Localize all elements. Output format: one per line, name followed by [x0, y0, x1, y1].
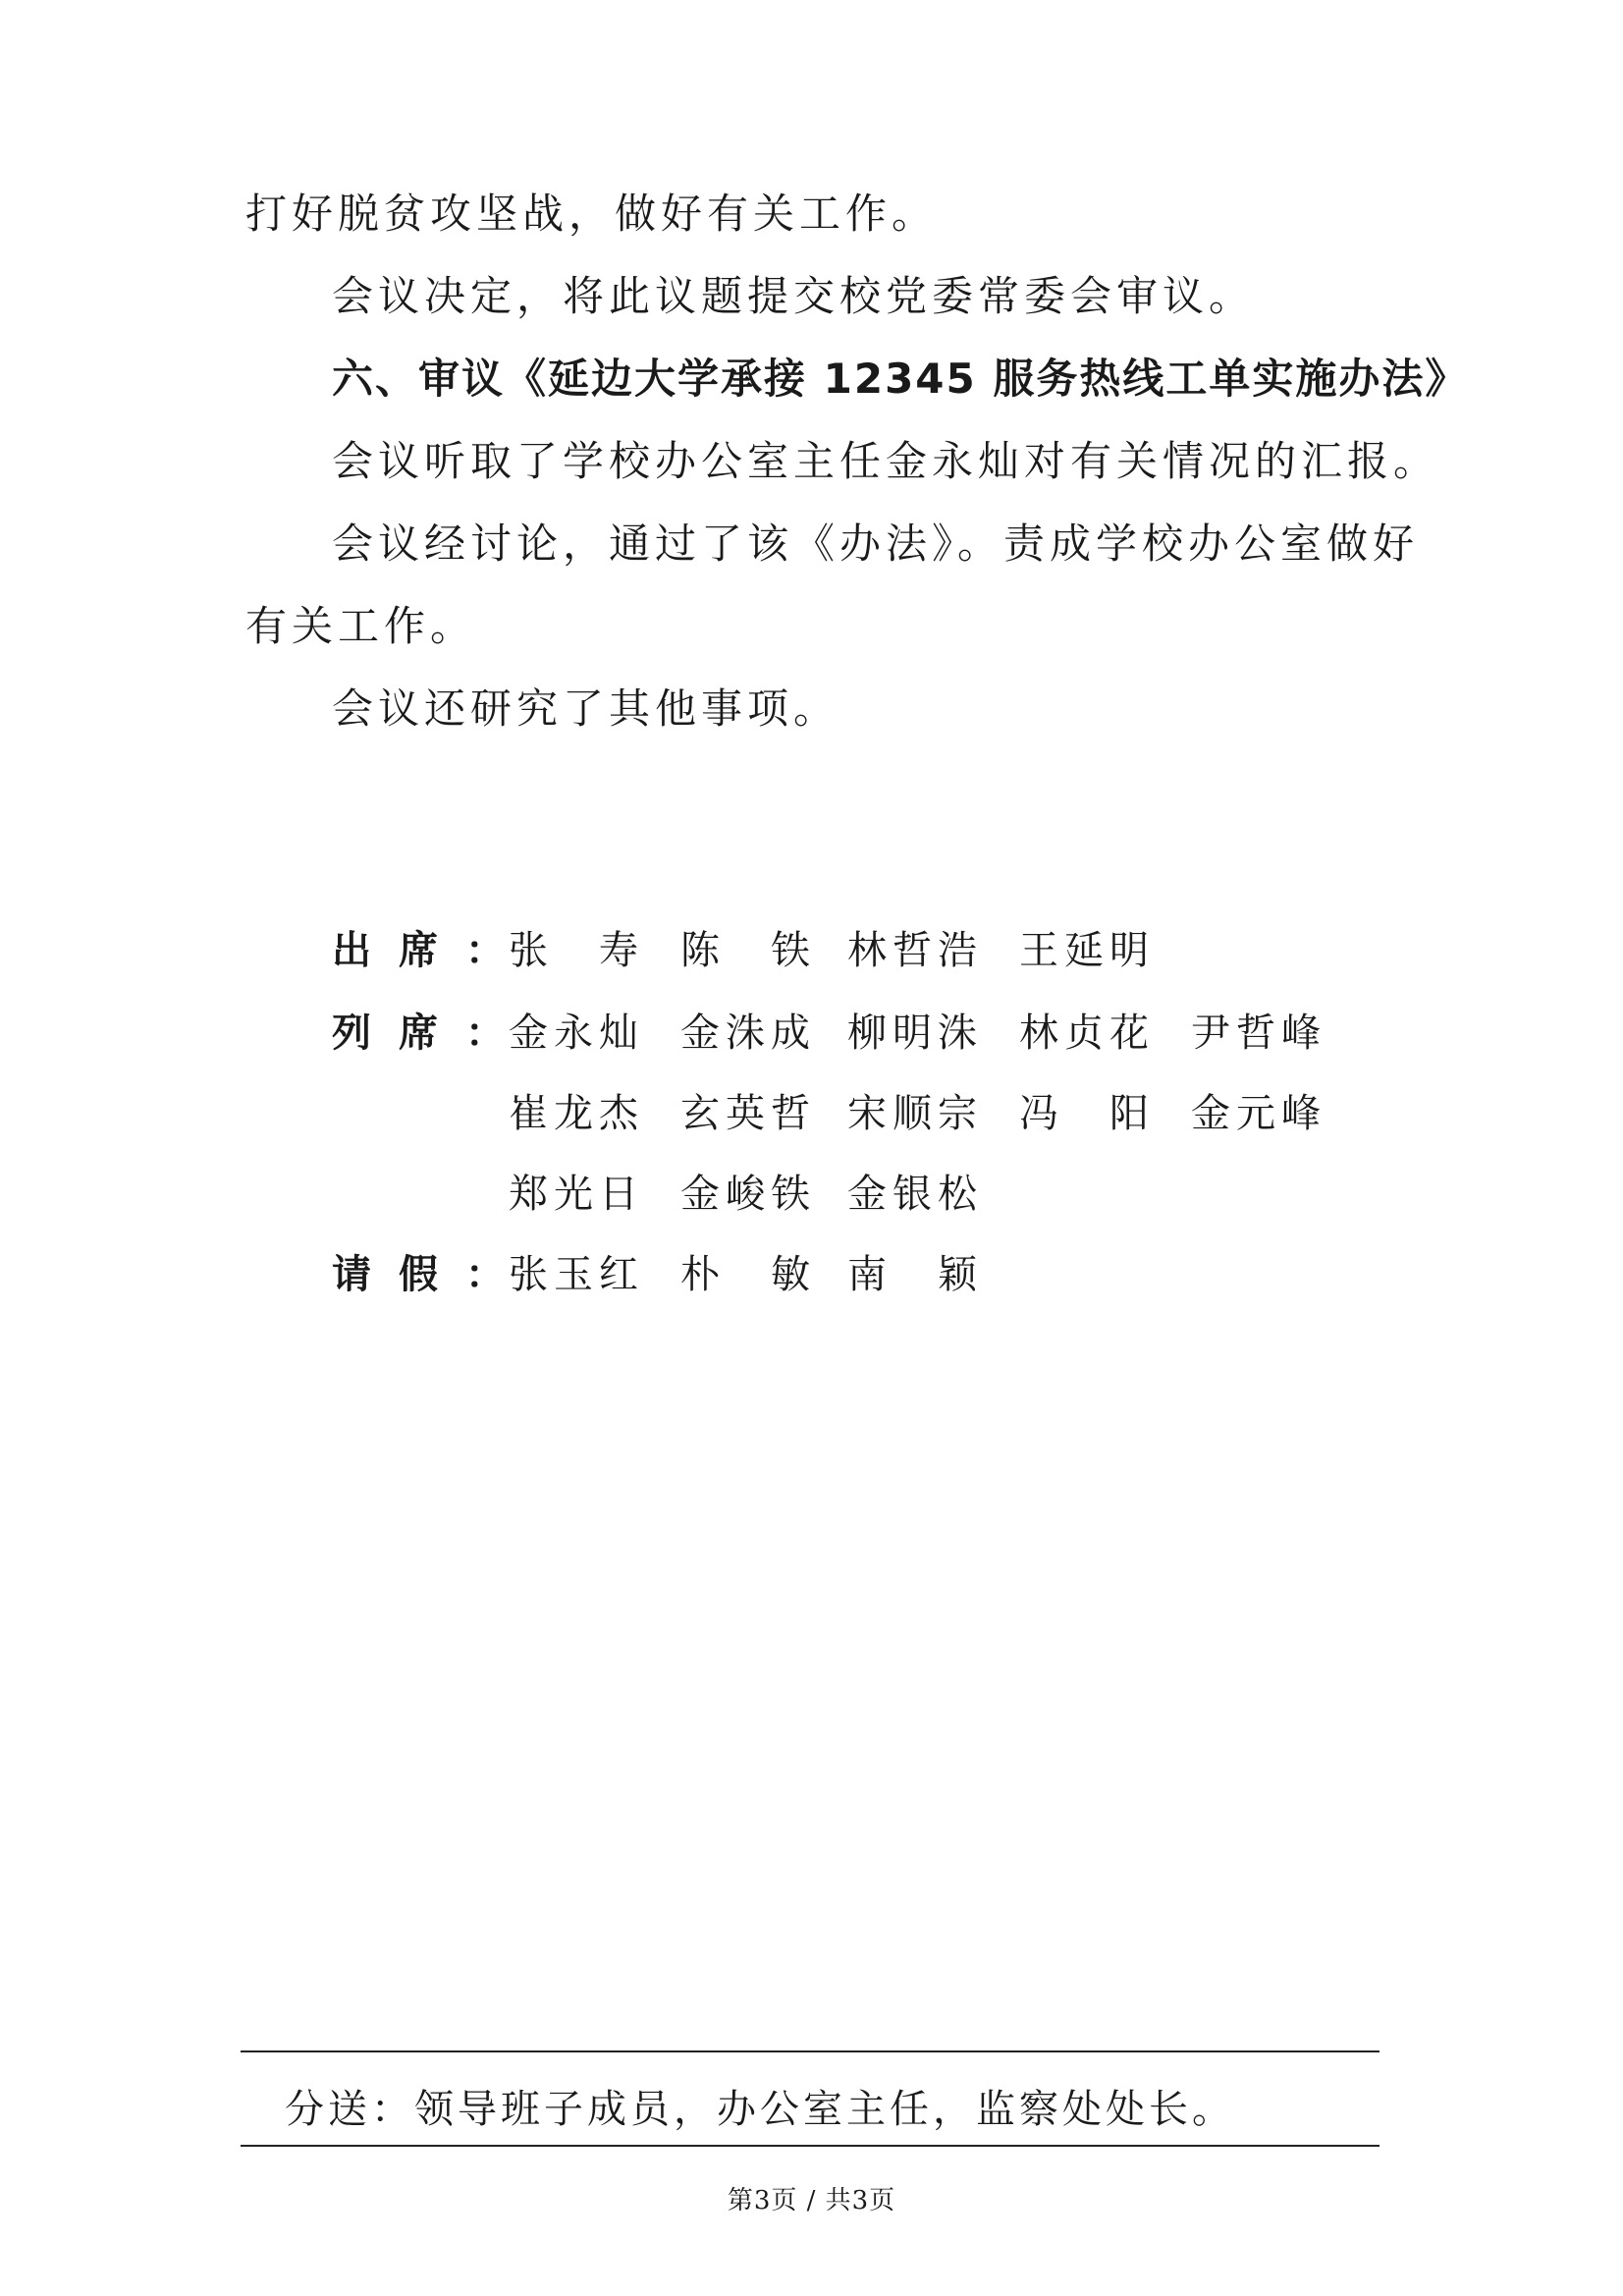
paragraph-discussion-line1: 会议经讨论，通过了该《办法》。责成学校办公室做好	[332, 519, 1420, 568]
attending-name: 林贞花	[1019, 1011, 1155, 1056]
paragraph-discussion-line2: 有关工作。	[245, 602, 477, 650]
distribution-line: 分送：领导班子成员，办公室主任，监察处处长。	[285, 2087, 1235, 2132]
attending-name: 金元峰	[1191, 1091, 1326, 1136]
attending-name: 柳明洙	[847, 1011, 983, 1056]
present-label: 出席：	[332, 928, 532, 973]
leave-name: 南 颖	[847, 1252, 983, 1297]
distribution-top-rule	[241, 2050, 1380, 2052]
distribution-bottom-rule	[241, 2145, 1380, 2147]
attendee-name: 王延明	[1019, 928, 1155, 973]
attending-name: 金永灿	[509, 1011, 644, 1056]
paragraph-decision: 会议决定，将此议题提交校党委常委会审议。	[332, 272, 1256, 320]
attending-name: 玄英哲	[680, 1091, 816, 1136]
attending-name: 金银松	[847, 1172, 983, 1217]
attending-name: 郑光日	[509, 1172, 644, 1217]
attending-name: 宋顺宗	[847, 1091, 983, 1136]
paragraph-report: 会议听取了学校办公室主任金永灿对有关情况的汇报。	[332, 437, 1440, 485]
attending-label: 列席：	[332, 1011, 532, 1056]
leave-name: 张玉红	[509, 1252, 644, 1297]
attending-name: 尹哲峰	[1191, 1011, 1326, 1056]
attending-name: 金洙成	[680, 1011, 816, 1056]
leave-label: 请假：	[332, 1252, 532, 1297]
leave-name: 朴 敏	[680, 1252, 816, 1297]
attendee-name: 陈 铁	[680, 928, 816, 973]
attendee-name: 张 寿	[509, 928, 644, 973]
section-heading-6: 六、审议《延边大学承接 12345 服务热线工单实施办法》	[332, 355, 1469, 403]
attending-name: 崔龙杰	[509, 1091, 644, 1136]
paragraph-poverty-work: 打好脱贫攻坚战，做好有关工作。	[245, 190, 939, 238]
page-number-footer: 第3页 / 共3页	[727, 2186, 896, 2215]
attending-name: 金峻铁	[680, 1172, 816, 1217]
attending-name: 冯 阳	[1019, 1091, 1155, 1136]
paragraph-other-matters: 会议还研究了其他事项。	[332, 684, 840, 733]
attendee-name: 林哲浩	[847, 928, 983, 973]
